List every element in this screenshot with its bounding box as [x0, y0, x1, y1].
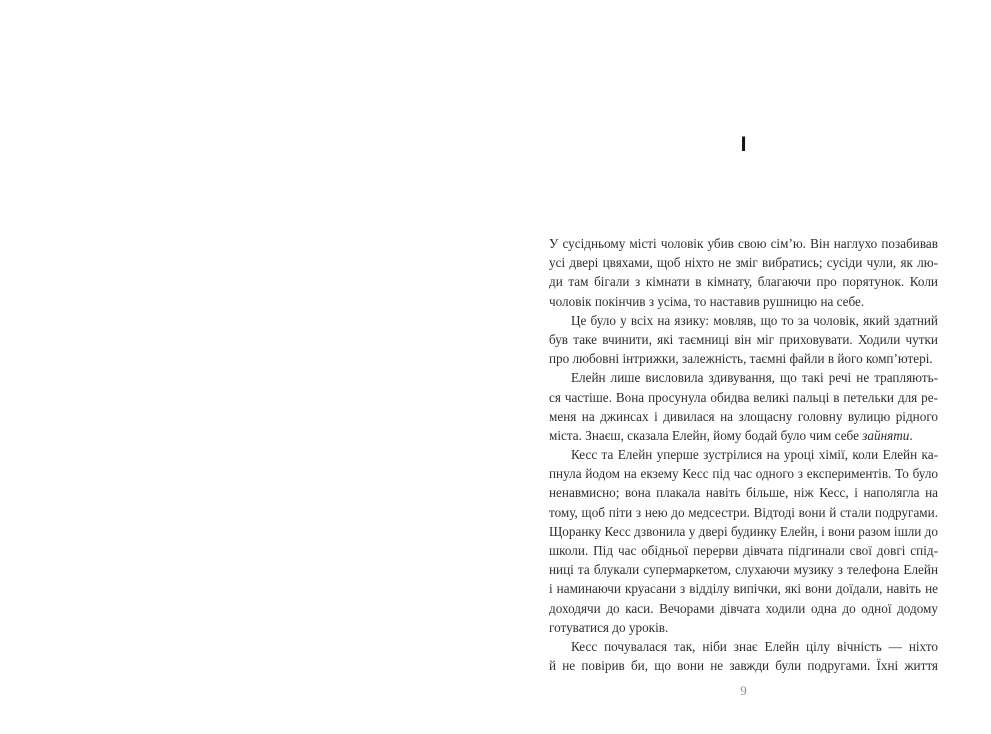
text-line: Елейн лише висловила здивування, що такі речі не трапляють- — [571, 370, 938, 386]
text-line: меня на джинсах і дивилася на злощасну головну вулицю рідного — [549, 408, 938, 424]
text-line: міста. Знаєш, сказала Елейн, йому бодай було чим себе зайняти. — [549, 427, 913, 443]
text-line: Кесс та Елейн уперше зустрілися на уроці хімії, коли Елейн ка- — [571, 447, 938, 463]
text-column — [549, 234, 938, 675]
book-page — [549, 0, 938, 734]
text-line: У сусідньому місті чоловік убив свою сім’ю. Він наглухо позабивав — [549, 236, 938, 251]
text-line: готуватися до уроків. — [549, 619, 669, 635]
left-blank-page — [0, 0, 495, 734]
text-line: Щоранку Кесс дзвонила у двері будинку Елейн, і вони разом ішли до — [549, 523, 938, 539]
text-line: Кесс почувалася так, ніби знає Елейн цілу вічність — ніхто — [571, 638, 938, 654]
text-line: ся частіше. Вона просунула обидва великі пальці в петельки для ре- — [549, 389, 938, 405]
paragraph — [549, 311, 938, 369]
text-line: тому, щоб піти з нею до медсестри. Відтоді вони й стали подругами. — [549, 504, 938, 520]
text-line: про любовні інтрижки, залежність, таємні файли в його комп’ютері. — [549, 351, 933, 367]
chapter-heading: І — [740, 133, 747, 156]
text-line: ниці та блукали супермаркетом, слухаючи музику з телефона Елейн — [549, 562, 938, 578]
text-line: чоловік покінчив з усіма, то наставив рушницю на себе. — [549, 293, 865, 309]
text-line: був таке вчинити, які таємниці він міг приховувати. Ходили чутки — [549, 331, 938, 347]
page-number: 9 — [740, 683, 747, 698]
paragraph — [549, 445, 938, 637]
paragraph — [549, 368, 938, 445]
text-line: усі двері цвяхами, щоб ніхто не зміг вибратись; сусіди чули, як лю- — [549, 255, 938, 271]
text-line: пнула йодом на екзему Кесс під час одного з експериментів. То було — [549, 466, 938, 482]
text-line: ди там бігали з кімнати в кімнату, благаючи про порятунок. Коли — [549, 274, 938, 290]
paragraph — [549, 234, 938, 311]
text-line: доходячи до каси. Вечорами дівчата ходили одна до одної додому — [549, 600, 938, 616]
text-line: Це було у всіх на язику: мовляв, що то за чоловік, який здатний — [571, 312, 938, 328]
text-line: школи. Під час обідньої перерви дівчата підгинали свої довгі спід- — [549, 543, 938, 558]
text-line: ненавмисно; вона плакала навіть більше, ніж Кесс, і наполягла на — [549, 485, 938, 501]
text-line: і наминаючи круасани з відділу випічки, які вони доїдали, навіть не — [549, 581, 938, 597]
text-line: й не повірив би, що вони не завжди були подругами. Їхні життя — [549, 658, 938, 674]
paragraph — [549, 637, 938, 675]
